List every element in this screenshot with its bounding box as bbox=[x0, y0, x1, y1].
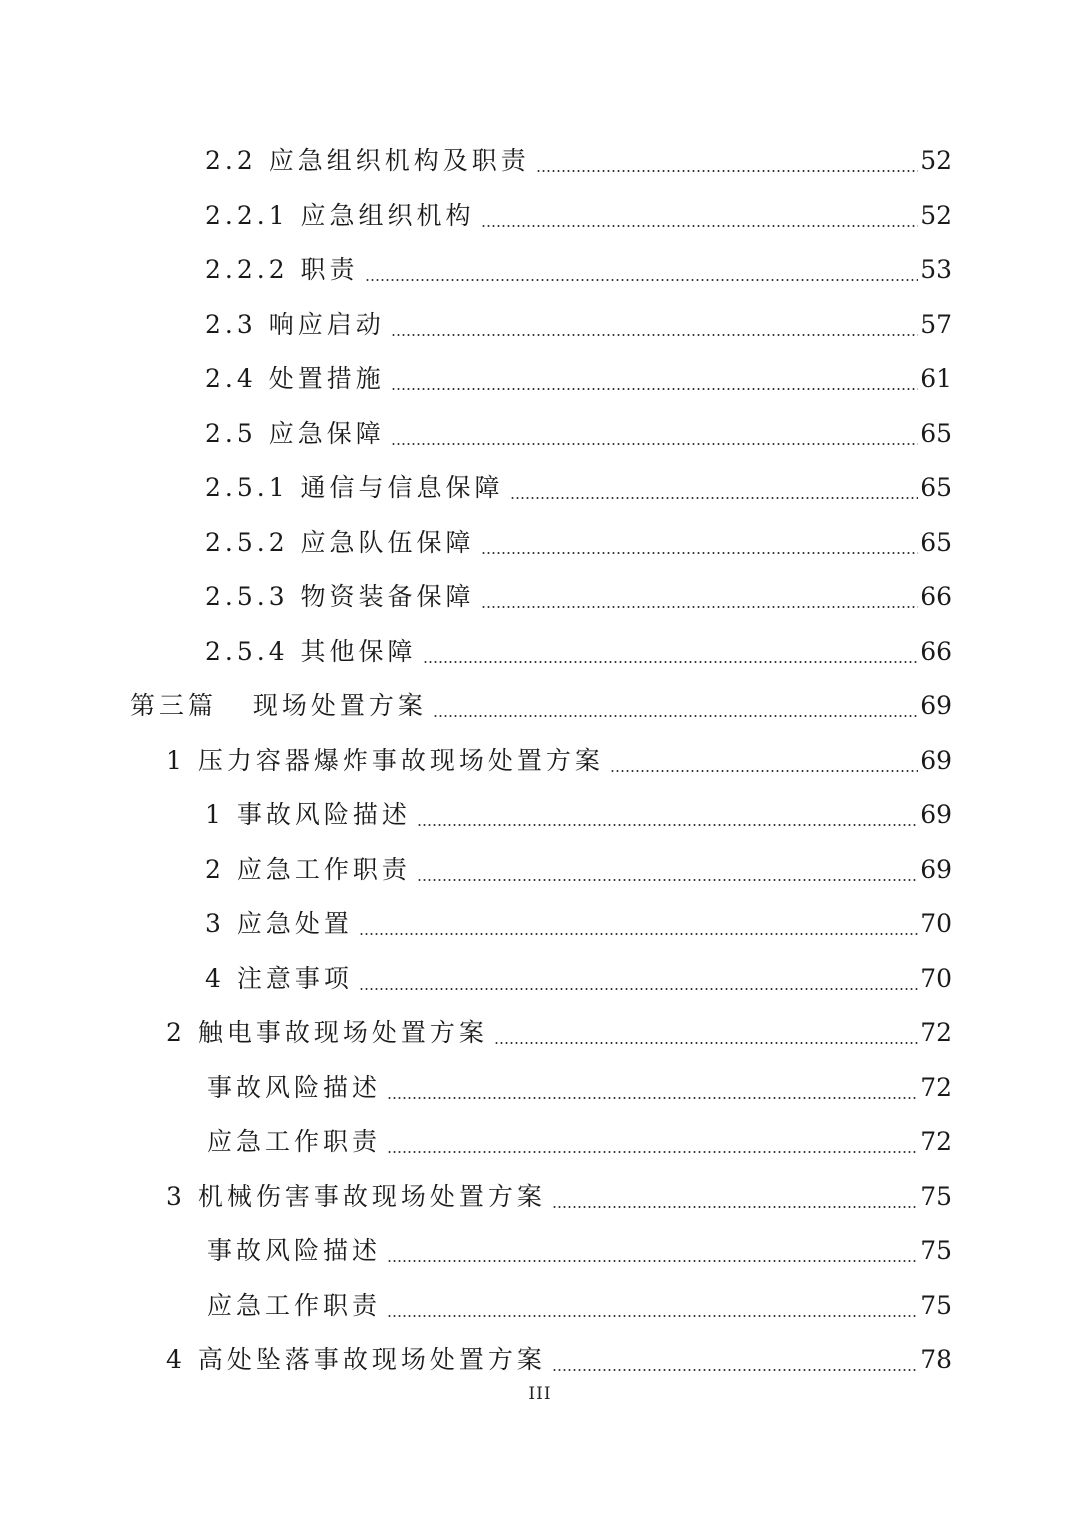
toc-entry-title: 事故风险描述 bbox=[207, 1072, 382, 1102]
toc-leader-dots bbox=[481, 552, 919, 554]
toc-leader-dots bbox=[417, 879, 918, 881]
toc-entry[interactable] bbox=[205, 897, 952, 951]
toc-entry-page: 70 bbox=[920, 963, 952, 993]
toc-entry-page: 65 bbox=[920, 473, 952, 502]
toc-entry-page: 57 bbox=[920, 309, 952, 339]
toc-entry-page: 53 bbox=[920, 255, 952, 284]
toc-entry-title: 应急工作职责 bbox=[207, 1127, 382, 1156]
toc-entry-page: 52 bbox=[920, 200, 952, 230]
toc-entry-title: 1 事故风险描述 bbox=[205, 800, 411, 829]
toc-leader-dots bbox=[365, 279, 919, 281]
toc-entry[interactable] bbox=[205, 625, 952, 679]
toc-leader-dots bbox=[391, 388, 918, 390]
toc-entry-page: 70 bbox=[920, 909, 952, 938]
toc-entry-title: 2.4 处置措施 bbox=[205, 364, 385, 393]
toc-entry[interactable] bbox=[205, 843, 952, 897]
toc-entry[interactable] bbox=[205, 298, 952, 352]
toc-entry-page: 61 bbox=[920, 364, 952, 393]
toc-leader-dots bbox=[481, 606, 919, 608]
toc-entry[interactable] bbox=[207, 1061, 952, 1115]
toc-leader-dots bbox=[387, 1151, 918, 1153]
toc-entry-page: 75 bbox=[920, 1181, 952, 1211]
toc-leader-dots bbox=[359, 988, 918, 990]
toc-leader-dots bbox=[391, 334, 918, 336]
toc-entry-title: 4 高处坠落事故现场处置方案 bbox=[166, 1345, 546, 1374]
toc-entry[interactable] bbox=[207, 1279, 952, 1333]
toc-entry-page: 66 bbox=[920, 582, 952, 611]
toc-entry-title: 2.5 应急保障 bbox=[205, 418, 385, 448]
toc-entry[interactable] bbox=[207, 1224, 952, 1278]
toc-entry-page: 72 bbox=[920, 1018, 952, 1047]
toc-entry-title: 2.2 应急组织机构及职责 bbox=[205, 146, 530, 175]
toc-leader-dots bbox=[494, 1042, 918, 1044]
toc-entry-title: 1 压力容器爆炸事故现场处置方案 bbox=[166, 745, 604, 775]
toc-leader-dots bbox=[387, 1097, 918, 1099]
toc-entry-page: 69 bbox=[920, 745, 952, 775]
toc-leader-dots bbox=[481, 225, 919, 227]
toc-entry[interactable] bbox=[205, 352, 952, 406]
toc-entry-page: 66 bbox=[920, 636, 952, 666]
toc-entry-page: 52 bbox=[920, 146, 952, 175]
toc-entry-page: 69 bbox=[920, 854, 952, 884]
toc-entry-page: 65 bbox=[920, 418, 952, 448]
toc-entry-page: 69 bbox=[920, 691, 952, 720]
toc-entry[interactable] bbox=[205, 243, 952, 297]
toc-entry[interactable] bbox=[166, 1006, 952, 1060]
toc-entry-title: 4 注意事项 bbox=[205, 963, 353, 993]
toc-entry-title: 2.5.4 其他保障 bbox=[205, 636, 417, 666]
toc-entry[interactable] bbox=[207, 1115, 952, 1169]
toc-entry-title: 3 机械伤害事故现场处置方案 bbox=[166, 1181, 546, 1211]
toc-entry-page: 78 bbox=[920, 1345, 952, 1374]
toc-entry-page: 72 bbox=[920, 1127, 952, 1156]
toc-leader-dots bbox=[433, 715, 918, 717]
toc-entry-title: 事故风险描述 bbox=[207, 1236, 382, 1265]
toc-entry-title: 2.3 响应启动 bbox=[205, 309, 385, 339]
toc-entry[interactable] bbox=[205, 407, 952, 461]
toc-entry-title: 3 应急处置 bbox=[205, 909, 353, 938]
toc-entry[interactable] bbox=[205, 189, 952, 243]
page-footer-number: III bbox=[528, 1384, 552, 1404]
toc-entry[interactable] bbox=[205, 134, 952, 188]
toc-entry[interactable] bbox=[205, 952, 952, 1006]
toc-leader-dots bbox=[387, 1315, 918, 1317]
toc-entry[interactable] bbox=[166, 1333, 952, 1387]
toc-entry-title: 2.2.2 职责 bbox=[205, 255, 359, 284]
toc-entry-page: 75 bbox=[920, 1290, 952, 1320]
toc-entry-page: 69 bbox=[920, 800, 952, 829]
toc-leader-dots bbox=[423, 661, 919, 663]
toc-entry-title: 应急工作职责 bbox=[207, 1290, 382, 1320]
toc-entry-title: 2 触电事故现场处置方案 bbox=[166, 1018, 488, 1047]
toc-leader-dots bbox=[536, 170, 918, 172]
toc-leader-dots bbox=[610, 770, 918, 772]
toc-leader-dots bbox=[552, 1369, 918, 1371]
toc-entry-page: 72 bbox=[920, 1072, 952, 1102]
toc-entry[interactable] bbox=[166, 1170, 952, 1224]
toc-leader-dots bbox=[510, 497, 919, 499]
toc-leader-dots bbox=[387, 1260, 918, 1262]
toc-entry-title: 第三篇 现场处置方案 bbox=[130, 691, 427, 720]
toc-entry[interactable] bbox=[205, 570, 952, 624]
toc-entry-part[interactable] bbox=[130, 679, 952, 733]
toc-leader-dots bbox=[391, 443, 918, 445]
toc-entry[interactable] bbox=[205, 516, 952, 570]
toc-leader-dots bbox=[552, 1206, 918, 1208]
toc-entry-title: 2 应急工作职责 bbox=[205, 854, 411, 884]
toc-entry-title: 2.5.3 物资装备保障 bbox=[205, 582, 475, 611]
toc-entry-title: 2.5.2 应急队伍保障 bbox=[205, 527, 475, 557]
toc-entry[interactable] bbox=[205, 788, 952, 842]
toc-entry[interactable] bbox=[166, 734, 952, 788]
toc-entry-page: 65 bbox=[920, 527, 952, 557]
toc-entry-page: 75 bbox=[920, 1236, 952, 1265]
toc-leader-dots bbox=[417, 824, 918, 826]
toc-entry-title: 2.2.1 应急组织机构 bbox=[205, 200, 475, 230]
toc-entry-title: 2.5.1 通信与信息保障 bbox=[205, 473, 504, 502]
toc-entry[interactable] bbox=[205, 461, 952, 515]
toc-leader-dots bbox=[359, 933, 918, 935]
